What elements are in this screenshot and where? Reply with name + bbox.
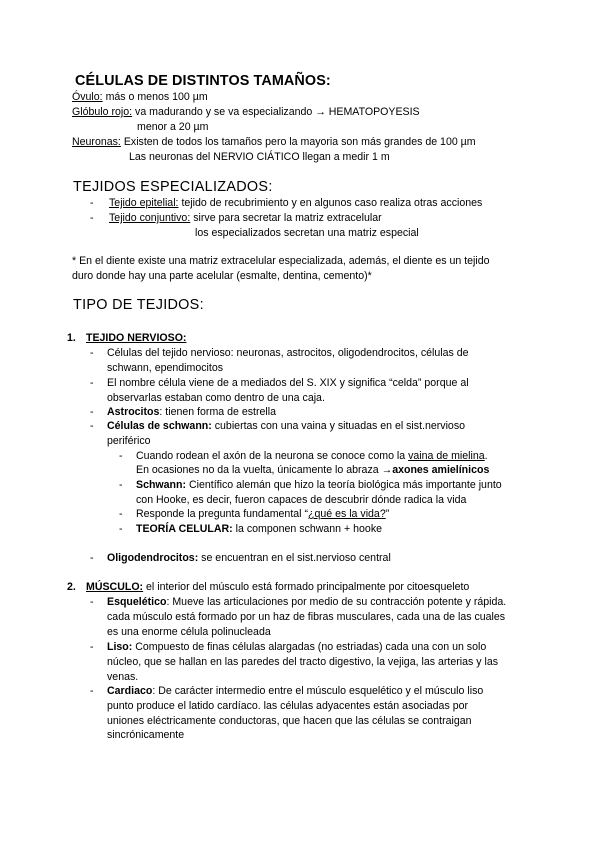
text-neuronas-2: Las neuronas del NERVIO CIÁTICO llegan a medir 1 m bbox=[129, 151, 390, 163]
label-ovulo: Óvulo: bbox=[72, 91, 103, 103]
dash-sub-2: - bbox=[119, 479, 123, 491]
dash-nervioso-2: - bbox=[90, 377, 94, 389]
line-oligo bbox=[107, 551, 391, 565]
text-nervioso-2b: observarlas estaban como dentro de una caja. bbox=[107, 392, 325, 404]
dash-sub-1: - bbox=[119, 450, 123, 462]
line-mielina bbox=[136, 449, 488, 463]
text-liso: Compuesto de finas células alargadas (no estriadas) cada una con un solo bbox=[132, 641, 487, 653]
link-que-es-la-vida: ¿qué es la vida? bbox=[307, 508, 386, 520]
dash-oligo: - bbox=[90, 552, 94, 564]
text-epitelial: tejido de recubrimiento y en algunos caso realiza otras acciones bbox=[178, 197, 483, 209]
dash-schwann-cells: - bbox=[90, 420, 94, 432]
heading-tejido-nervioso: TEJIDO NERVIOSO: bbox=[86, 332, 187, 344]
label-astrocitos: Astrocitos bbox=[107, 406, 160, 418]
text-liso-2: núcleo, que se hallan en las paredes del tracto digestivo, la vejiga, las arterias y las bbox=[107, 656, 499, 668]
line-pregunta bbox=[136, 507, 389, 521]
heading-celulas: CÉLULAS DE DISTINTOS TAMAÑOS: bbox=[75, 73, 331, 89]
line-esqueletico bbox=[107, 595, 506, 609]
text-nervioso-2a: El nombre célula viene de a mediados del S. XIX y significa “celda” porque al bbox=[107, 377, 469, 389]
text-pregunta-end: ” bbox=[385, 508, 390, 520]
line-astrocitos bbox=[107, 405, 276, 419]
label-neuronas: Neuronas: bbox=[72, 136, 121, 148]
label-globulo: Glóbulo rojo: bbox=[72, 106, 133, 118]
text-esqueletico: : Mueve las articulaciones por medio de su contracción potente y rápida. bbox=[166, 596, 507, 608]
text-teoria-celular: la componen schwann + hooke bbox=[232, 523, 383, 535]
text-schwann-cells-2: periférico bbox=[107, 435, 151, 447]
line-ovulo bbox=[72, 90, 208, 104]
label-epitelial: Tejido epitelial: bbox=[109, 197, 179, 209]
heading-tejidos-especializados: TEJIDOS ESPECIALIZADOS: bbox=[73, 179, 273, 195]
label-liso: Liso: bbox=[107, 641, 133, 653]
text-conjuntivo: sirve para secretar la matriz extracelular bbox=[190, 212, 382, 224]
dash-sub-3: - bbox=[119, 508, 123, 520]
text-schwann-sci-2: con Hooke, es decir, fueron capaces de descubrir dónde radica la vida bbox=[136, 494, 467, 506]
line-cardiaco bbox=[107, 684, 483, 698]
label-schwann-cells: Células de schwann: bbox=[107, 420, 212, 432]
label-schwann-sci: Schwann: bbox=[136, 479, 187, 491]
text-esqueletico-3: es una enorme célula polinucleada bbox=[107, 626, 271, 638]
text-globulo: va madurando y se va especializando → HEMATOPOYESIS bbox=[132, 106, 420, 118]
label-teoria-celular: TEORÍA CELULAR: bbox=[136, 523, 233, 535]
label-conjuntivo: Tejido conjuntivo: bbox=[109, 212, 191, 224]
link-vaina-mielina: vaina de mielina bbox=[408, 450, 485, 462]
note-diente-1: * En el diente existe una matriz extracelular especializada, además, el diente es un tejido bbox=[72, 255, 490, 267]
text-neuronas: Existen de todos los tamaños pero la mayoria son más grandes de 100 µm bbox=[120, 136, 476, 148]
text-ovulo: más o menos 100 µm bbox=[102, 91, 208, 103]
line-schwann-sci bbox=[136, 478, 502, 492]
bold-amielinicos: axones amielínicos bbox=[392, 464, 490, 476]
text-pregunta: Responde la pregunta fundamental “ bbox=[136, 508, 308, 520]
label-cardiaco: Cardiaco bbox=[107, 685, 153, 697]
line-liso bbox=[107, 640, 486, 654]
line-conjuntivo bbox=[109, 211, 382, 225]
text-musculo-intro: el interior del músculo está formado principalmente por citoesqueleto bbox=[143, 581, 470, 593]
heading-tipo-tejidos: TIPO DE TEJIDOS: bbox=[73, 297, 204, 313]
dash-epitelial: - bbox=[90, 197, 94, 209]
text-cardiaco-4: sincrónicamente bbox=[107, 729, 185, 741]
dash-astrocitos: - bbox=[90, 406, 94, 418]
dash-cardiaco: - bbox=[90, 685, 94, 697]
text-astrocitos: : tienen forma de estrella bbox=[159, 406, 276, 418]
dash-sub-4: - bbox=[119, 523, 123, 535]
text-amielinicos: En ocasiones no da la vuelta, únicamente lo abraza → bbox=[136, 464, 393, 476]
line-globulo bbox=[72, 105, 420, 119]
line-neuronas bbox=[72, 135, 476, 149]
text-schwann-cells: cubiertas con una vaina y situadas en el sist.nervioso bbox=[211, 420, 466, 432]
text-schwann-sci: Científico alemán que hizo la teoría biológica más importante junto bbox=[186, 479, 502, 491]
line-amielinicos bbox=[136, 463, 489, 477]
text-mielina-end: . bbox=[484, 450, 488, 462]
line-epitelial bbox=[109, 196, 482, 210]
dash-conjuntivo: - bbox=[90, 212, 94, 224]
heading-musculo: MÚSCULO: bbox=[86, 581, 144, 593]
dash-nervioso-1: - bbox=[90, 347, 94, 359]
dash-esqueletico: - bbox=[90, 596, 94, 608]
line-musculo bbox=[86, 580, 469, 594]
text-cardiaco: : De carácter intermedio entre el músculo esquelético y el músculo liso bbox=[152, 685, 484, 697]
line-teoria-celular bbox=[136, 522, 382, 536]
number-nervioso: 1. bbox=[67, 332, 76, 344]
line-schwann-cells bbox=[107, 419, 465, 433]
text-nervioso-1a: Células del tejido nervioso: neuronas, astrocitos, oligodendrocitos, células de bbox=[107, 347, 469, 359]
text-oligo: se encuentran en el sist.nervioso central bbox=[198, 552, 391, 564]
dash-liso: - bbox=[90, 641, 94, 653]
note-diente-2: duro donde hay una parte acelular (esmalte, dentina, cemento)* bbox=[72, 270, 372, 282]
text-esqueletico-2: cada músculo está formado por un haz de fibras musculares, cada una de las cuales bbox=[107, 611, 506, 623]
text-nervioso-1b: schwann, ependimocitos bbox=[107, 362, 224, 374]
text-globulo-size: menor a 20 µm bbox=[137, 121, 209, 133]
text-cardiaco-2: punto produce el latido cardíaco. las células adyacentes están asociadas por bbox=[107, 700, 469, 712]
text-mielina: Cuando rodean el axón de la neurona se conoce como la bbox=[136, 450, 409, 462]
text-conjuntivo-2: los especializados secretan una matriz especial bbox=[195, 227, 419, 239]
label-oligo: Oligodendrocitos: bbox=[107, 552, 199, 564]
text-cardiaco-3: uniones eléctricamente conductoras, que hacen que las células se contraigan bbox=[107, 715, 472, 727]
label-esqueletico: Esquelético bbox=[107, 596, 167, 608]
number-musculo: 2. bbox=[67, 581, 76, 593]
text-liso-3: venas. bbox=[107, 671, 139, 683]
